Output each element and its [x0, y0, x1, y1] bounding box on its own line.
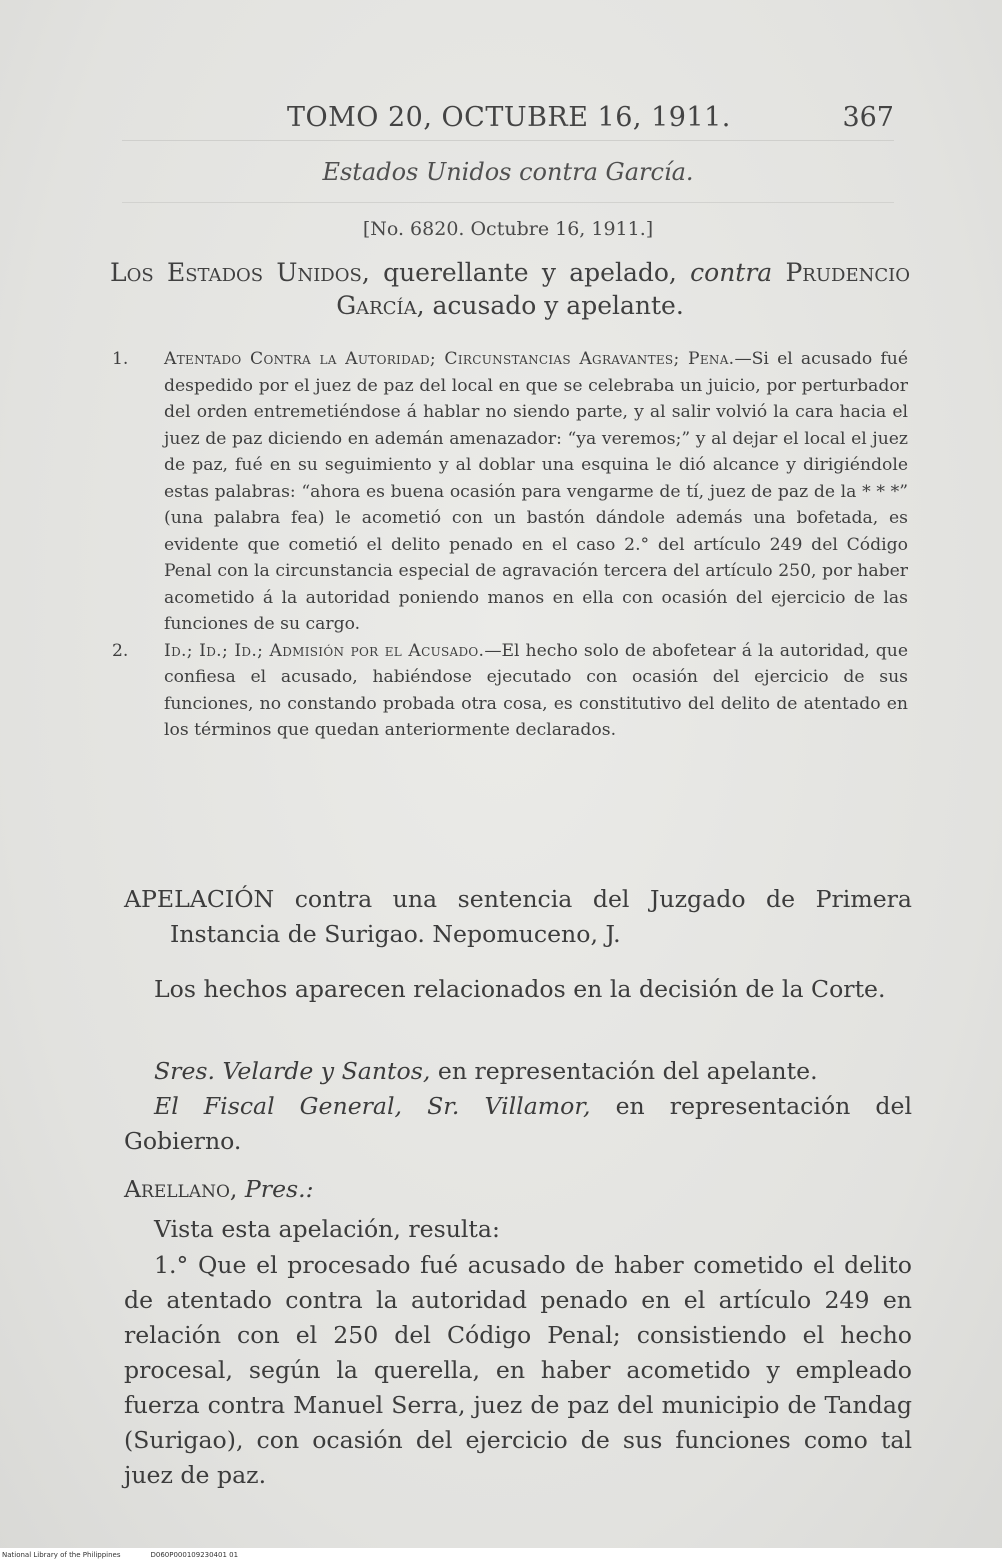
- judge-line: [124, 1172, 912, 1207]
- parties: [110, 256, 910, 322]
- syllabus-text: —El hecho solo de abofetear á la autoridad, que confiesa el acusado, habiéndose ejecutado con ocasión del ejercicio de sus funciones, no constando probada otra cosa, es constitutivo del delito de atentado en los términos que quedan anteriormente declarados.: [164, 640, 908, 740]
- vista-line: Vista esta apelación, resulta:: [154, 1215, 500, 1243]
- counsel-appellant: [124, 1054, 912, 1089]
- defendant-name: Prudencio García,: [336, 258, 910, 320]
- running-head: TOMO 20, OCTUBRE 16, 1911.: [287, 102, 731, 133]
- syllabus-item: [112, 346, 908, 638]
- appeal-lead: APELACIÓN: [124, 885, 275, 913]
- syllabus-text: —Si el acusado fué despedido por el juez de paz del local en que se celebraba un juicio, por perturbador del orden entremetiéndose á hablar no siendo parte, y al salir volvió la cara hacia el juez de paz diciendo en ademán amenazador: “ya veremos;” y al dejar el local el juez de paz, fué en su seguimiento y al doblar una esquina le dió alcance y dirigiéndole estas palabras: “ahora es buena ocasión para vengarme de tí, juez de paz de la * * *” (una palabra fea) le acometió con un bastón dándole además una bofetada, es evidente que cometió el delito penado en el caso 2.° del artículo 249 del Código Penal con la circunstancia especial de agravación tercera del artículo 250, por haber acometido á la autoridad poniendo manos en ella con ocasión del ejercicio de las funciones de su cargo.: [164, 349, 909, 634]
- counsel-government: [124, 1089, 912, 1159]
- page-header: [122, 100, 894, 141]
- syllabus-number: 2.: [112, 640, 129, 661]
- case-title: Estados Unidos contra García.: [322, 158, 694, 186]
- scan-footer: [0, 1548, 1002, 1562]
- syllabus-heading: Id.; Id.; Id.; Admisión por el Acusado.: [164, 640, 485, 661]
- defendant-role: acusado y apelante.: [424, 291, 684, 320]
- judge-name: Arellano,: [124, 1175, 238, 1203]
- appeal-paragraph: [124, 882, 912, 952]
- syllabus-item: [112, 638, 908, 744]
- appeal-text: contra una sentencia del Juzgado de Primera Instancia de Surigao. Nepomuceno, J.: [170, 885, 912, 948]
- government-counsel-names: El Fiscal General, Sr. Villamor,: [154, 1092, 591, 1120]
- footer-source: National Library of the Philippines: [2, 1551, 121, 1559]
- plaintiff-role: querellante y apelado,: [369, 258, 691, 287]
- finding-paragraph: 1.° Que el procesado fué acusado de haber cometido el delito de atentado contra la autoridad penado en el artículo 249 en relación con el 250 del Código Penal; consistiendo el hecho procesal, según la querella, en haber acometido y empleado fuerza contra Manuel Serra, juez de paz del municipio de Tandag (Surigao), con ocasión del ejercicio de sus funciones como tal juez de paz.: [124, 1251, 912, 1489]
- government-counsel-text: en representación del Gobierno.: [124, 1092, 912, 1155]
- judge-title: Pres.:: [237, 1175, 314, 1203]
- docket-line: [No. 6820. Octubre 16, 1911.]: [362, 218, 654, 240]
- plaintiff-name: Los Estados Unidos,: [110, 258, 370, 287]
- syllabus: [112, 346, 908, 744]
- facts-paragraph: Los hechos aparecen relacionados en la decisión de la Corte.: [154, 975, 886, 1003]
- page-number: 367: [842, 102, 894, 133]
- contra-word: contra: [690, 258, 773, 287]
- syllabus-heading: Atentado Contra la Autoridad; Circunstancias Agravantes; Pena.: [164, 349, 735, 369]
- footer-code: D060P000109230401 01: [150, 1551, 239, 1559]
- appellant-counsel-text: en representación del apelante.: [430, 1057, 818, 1085]
- header-rule: [122, 202, 894, 203]
- appellant-counsel-names: Sres. Velarde y Santos,: [154, 1057, 431, 1085]
- counsel-block: [124, 1054, 912, 1159]
- syllabus-number: 1.: [112, 349, 129, 369]
